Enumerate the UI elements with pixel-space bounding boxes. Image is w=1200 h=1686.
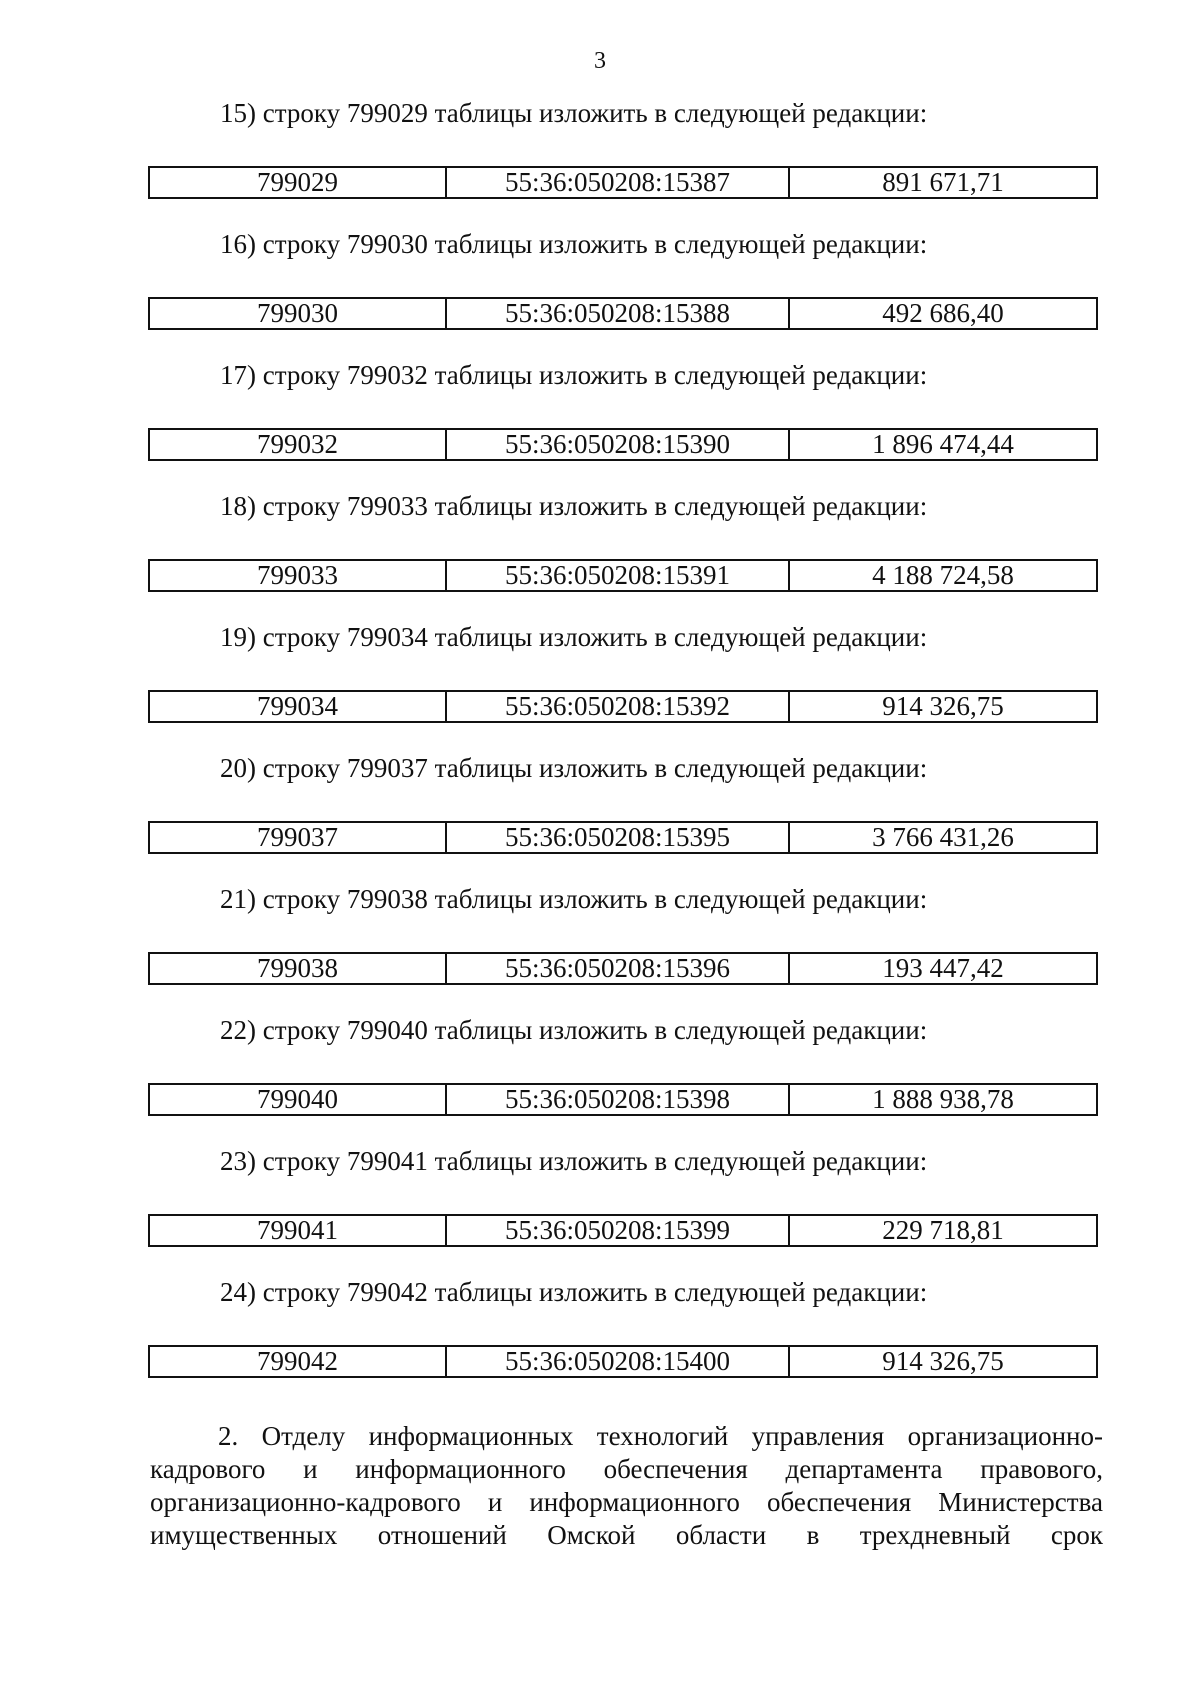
paragraph-line (150, 1453, 1103, 1486)
amendment-instruction: 15) строку 799029 таблицы изложить в следующей редакции: (220, 98, 928, 128)
cadastral-number-cell: 55:36:050208:15399 (447, 1216, 790, 1245)
cadastral-number-cell: 55:36:050208:15395 (447, 823, 790, 852)
table-row (148, 1083, 1098, 1116)
amendment-instruction: 19) строку 799034 таблицы изложить в следующей редакции: (220, 622, 928, 652)
cadastral-number-cell: 55:36:050208:15398 (447, 1085, 790, 1114)
value-cell: 492 686,40 (882, 299, 1004, 328)
amendment-instruction: 22) строку 799040 таблицы изложить в следующей редакции: (220, 1015, 928, 1045)
table-row (148, 690, 1098, 723)
value-cell: 914 326,75 (882, 1347, 1004, 1376)
amendment-instruction: 21) строку 799038 таблицы изложить в следующей редакции: (220, 884, 928, 914)
paragraph-2 (150, 1420, 1103, 1552)
row-number-cell: 799032 (150, 430, 447, 459)
word: обеспечения (766, 1487, 912, 1517)
table-row (148, 1214, 1098, 1247)
word: срок (1050, 1520, 1103, 1550)
word: департамента (785, 1454, 943, 1484)
value-cell: 914 326,75 (882, 692, 1004, 721)
word: в (806, 1520, 820, 1550)
table-row (148, 952, 1098, 985)
amendment-entry (0, 1017, 1200, 1148)
amendment-entry (0, 1279, 1200, 1410)
word: трехдневный (859, 1520, 1011, 1550)
amendment-entry (0, 755, 1200, 886)
value-cell: 1 888 938,78 (872, 1085, 1014, 1114)
cadastral-number-cell: 55:36:050208:15400 (447, 1347, 790, 1376)
word: кадрового (150, 1454, 266, 1484)
row-number-cell: 799037 (150, 823, 447, 852)
table-row (148, 559, 1098, 592)
word: Министерства (938, 1487, 1103, 1517)
cadastral-number-cell: 55:36:050208:15390 (447, 430, 790, 459)
row-number-cell: 799038 (150, 954, 447, 983)
value-cell: 4 188 724,58 (872, 561, 1014, 590)
word: имущественных (150, 1520, 338, 1550)
amendment-entry (0, 231, 1200, 362)
value-cell: 1 896 474,44 (872, 430, 1014, 459)
value-cell: 193 447,42 (882, 954, 1004, 983)
word: информационного (355, 1454, 566, 1484)
amendment-entry (0, 886, 1200, 1017)
word: и (487, 1487, 503, 1517)
word: и (303, 1454, 318, 1484)
row-number-cell: 799041 (150, 1216, 447, 1245)
word: Омской (547, 1520, 636, 1550)
row-number-cell: 799034 (150, 692, 447, 721)
table-row (148, 428, 1098, 461)
amendment-instruction: 23) строку 799041 таблицы изложить в следующей редакции: (220, 1146, 928, 1176)
cadastral-number-cell: 55:36:050208:15391 (447, 561, 790, 590)
value-cell: 891 671,71 (882, 168, 1004, 197)
cadastral-number-cell: 55:36:050208:15388 (447, 299, 790, 328)
amendment-entry (0, 1148, 1200, 1279)
word: области (675, 1520, 767, 1550)
row-number-cell: 799030 (150, 299, 447, 328)
row-number-cell: 799029 (150, 168, 447, 197)
paragraph-line (150, 1486, 1103, 1519)
word: организационно-кадрового (150, 1487, 461, 1517)
table-row (148, 297, 1098, 330)
row-number-cell: 799042 (150, 1347, 447, 1376)
word: 2. (218, 1421, 239, 1451)
amendment-instruction: 24) строку 799042 таблицы изложить в следующей редакции: (220, 1277, 928, 1307)
word: технологий (596, 1421, 729, 1451)
table-row (148, 166, 1098, 199)
paragraph-line (150, 1420, 1103, 1453)
table-row (148, 1345, 1098, 1378)
word: Отделу (261, 1421, 346, 1451)
amendment-entry (0, 362, 1200, 493)
value-cell: 3 766 431,26 (872, 823, 1014, 852)
word: организационно- (907, 1421, 1103, 1451)
word: информационных (368, 1421, 574, 1451)
cadastral-number-cell: 55:36:050208:15396 (447, 954, 790, 983)
row-number-cell: 799040 (150, 1085, 447, 1114)
amendment-list (0, 100, 1200, 1410)
word: информационного (529, 1487, 740, 1517)
word: обеспечения (603, 1454, 748, 1484)
value-cell: 229 718,81 (882, 1216, 1004, 1245)
cadastral-number-cell: 55:36:050208:15392 (447, 692, 790, 721)
word: отношений (377, 1520, 507, 1550)
paragraph-line (150, 1519, 1103, 1552)
word: правового, (980, 1454, 1103, 1484)
word: управления (751, 1421, 885, 1451)
page-number: 3 (594, 48, 606, 74)
amendment-instruction: 20) строку 799037 таблицы изложить в следующей редакции: (220, 753, 928, 783)
amendment-instruction: 18) строку 799033 таблицы изложить в следующей редакции: (220, 491, 928, 521)
row-number-cell: 799033 (150, 561, 447, 590)
amendment-instruction: 17) строку 799032 таблицы изложить в следующей редакции: (220, 360, 928, 390)
cadastral-number-cell: 55:36:050208:15387 (447, 168, 790, 197)
amendment-instruction: 16) строку 799030 таблицы изложить в следующей редакции: (220, 229, 928, 259)
amendment-entry (0, 624, 1200, 755)
amendment-entry (0, 100, 1200, 231)
table-row (148, 821, 1098, 854)
amendment-entry (0, 493, 1200, 624)
